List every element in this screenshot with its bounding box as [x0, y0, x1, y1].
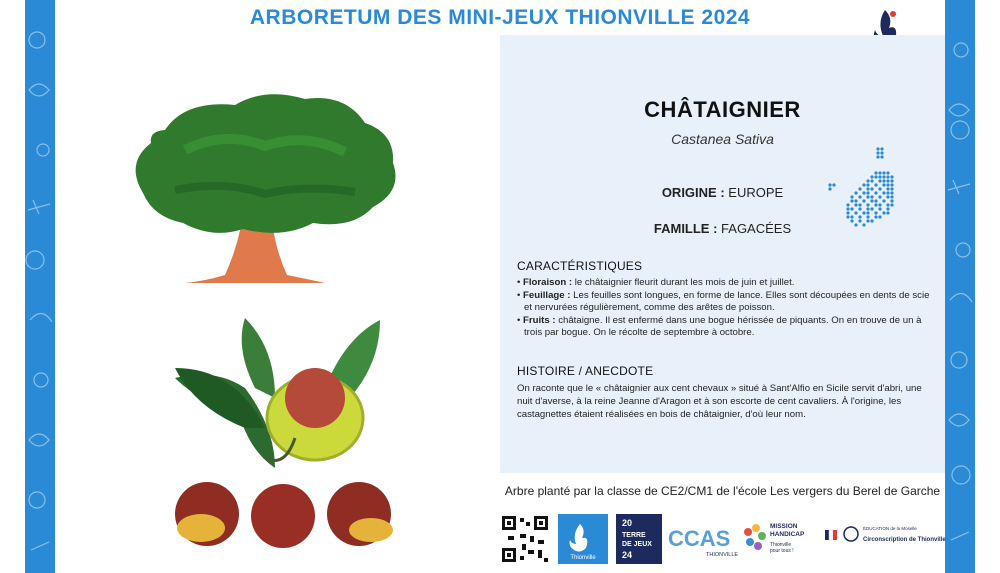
mission-handicap-logo [740, 514, 820, 564]
mission-sub1: Thionville [770, 542, 792, 548]
left-decorative-band [25, 0, 55, 573]
family-label: FAMILLE : [653, 221, 718, 236]
terre-jeux-year-top: 20 [622, 518, 633, 528]
planted-by-text: Arbre planté par la classe de CE2/CM1 de l'école Les vergers du Berel de Garche [504, 484, 941, 498]
story-text: On raconte que le « châtaignier aux cent chevaux » situé à Sant'Alfio en Sicile servit d'abri, une nuit d'averse, à la reine Jeanne d'Aragon et à son escorte de cent cavaliers. À l'origine, les castagnettes étaient réalisées en bois de châtaignier, d'où leur nom. [517, 383, 922, 420]
europe-dot-map-icon [826, 145, 900, 231]
sports-pattern-icon [25, 0, 55, 573]
education-label: Circonscription de Thionville [863, 537, 946, 543]
list-item: • Fruits : châtaigne. Il est enfermé dans une bogue hérissée de piquants. On en trouve de un à trois par bogue. On le récolte de septembre à octobre. [517, 314, 922, 338]
chestnut-tree-illustration [125, 90, 405, 285]
bullet-label: Feuillage : [523, 289, 571, 301]
handicap-label: HANDICAP [770, 531, 805, 538]
ccas-logo [666, 514, 739, 564]
terre-jeux-line1: TERRE [622, 532, 646, 539]
plant-name: CHÂTAIGNIER [644, 97, 801, 122]
ccas-logo-text: CCAS [668, 526, 731, 551]
characteristics-list [517, 277, 937, 340]
list-item: • Feuillage : Les feuilles sont longues, en forme de lance. Elles sont découpées en dents de scie et nervurées régulièrement, comme des arêtes de poisson. [517, 289, 930, 313]
list-item: • Floraison : le châtaignier fleurit durant les mois de juin et juillet. [517, 277, 795, 288]
qr-code-icon [500, 514, 550, 564]
mission-sub2: pour tous ! [770, 548, 794, 554]
sports-pattern-icon [945, 0, 975, 573]
plant-latin-name: Castanea Sativa [671, 131, 774, 147]
bullet-text: Les feuilles sont longues, en forme de lance. Elles sont découpées en dents de scie et nervurées régulièrement, comme des arêtes de poisson. [524, 289, 930, 313]
bullet-label: Floraison : [523, 277, 573, 288]
education-top-label: ÉDUCATION de la Moselle [863, 526, 917, 531]
education-logo [823, 514, 946, 564]
terre-jeux-line2: DE JEUX [622, 541, 652, 548]
origin-value: EUROPE [728, 185, 784, 200]
story-heading: HISTOIRE / ANECDOTE [517, 364, 654, 378]
chestnut-fruit-illustration [165, 318, 405, 550]
ccas-logo-sub: THIONVILLE [706, 552, 739, 558]
origin-label: ORIGINE : [661, 185, 725, 200]
terre-jeux-year-bottom: 24 [622, 550, 633, 560]
bullet-label: Fruits : [523, 314, 556, 326]
mission-label: MISSION [770, 523, 798, 530]
family-value: FAGACÉES [721, 221, 792, 236]
characteristics-heading: CARACTÉRISTIQUES [517, 259, 643, 273]
terre-de-jeux-logo [616, 514, 662, 564]
bullet-text: le châtaignier fleurit durant les mois de juin et juillet. [574, 277, 795, 288]
thionville-logo [558, 514, 608, 564]
right-decorative-band [945, 0, 975, 573]
thionville-logo-label: Thionville [570, 555, 596, 561]
bullet-text: châtaigne. Il est enfermé dans une bogue hérissée de piquants. On en trouve de un à trois par bogue. On le récolte de septembre à octobre. [524, 314, 922, 338]
page-title: ARBORETUM DES MINI-JEUX THIONVILLE 2024 [249, 6, 751, 29]
